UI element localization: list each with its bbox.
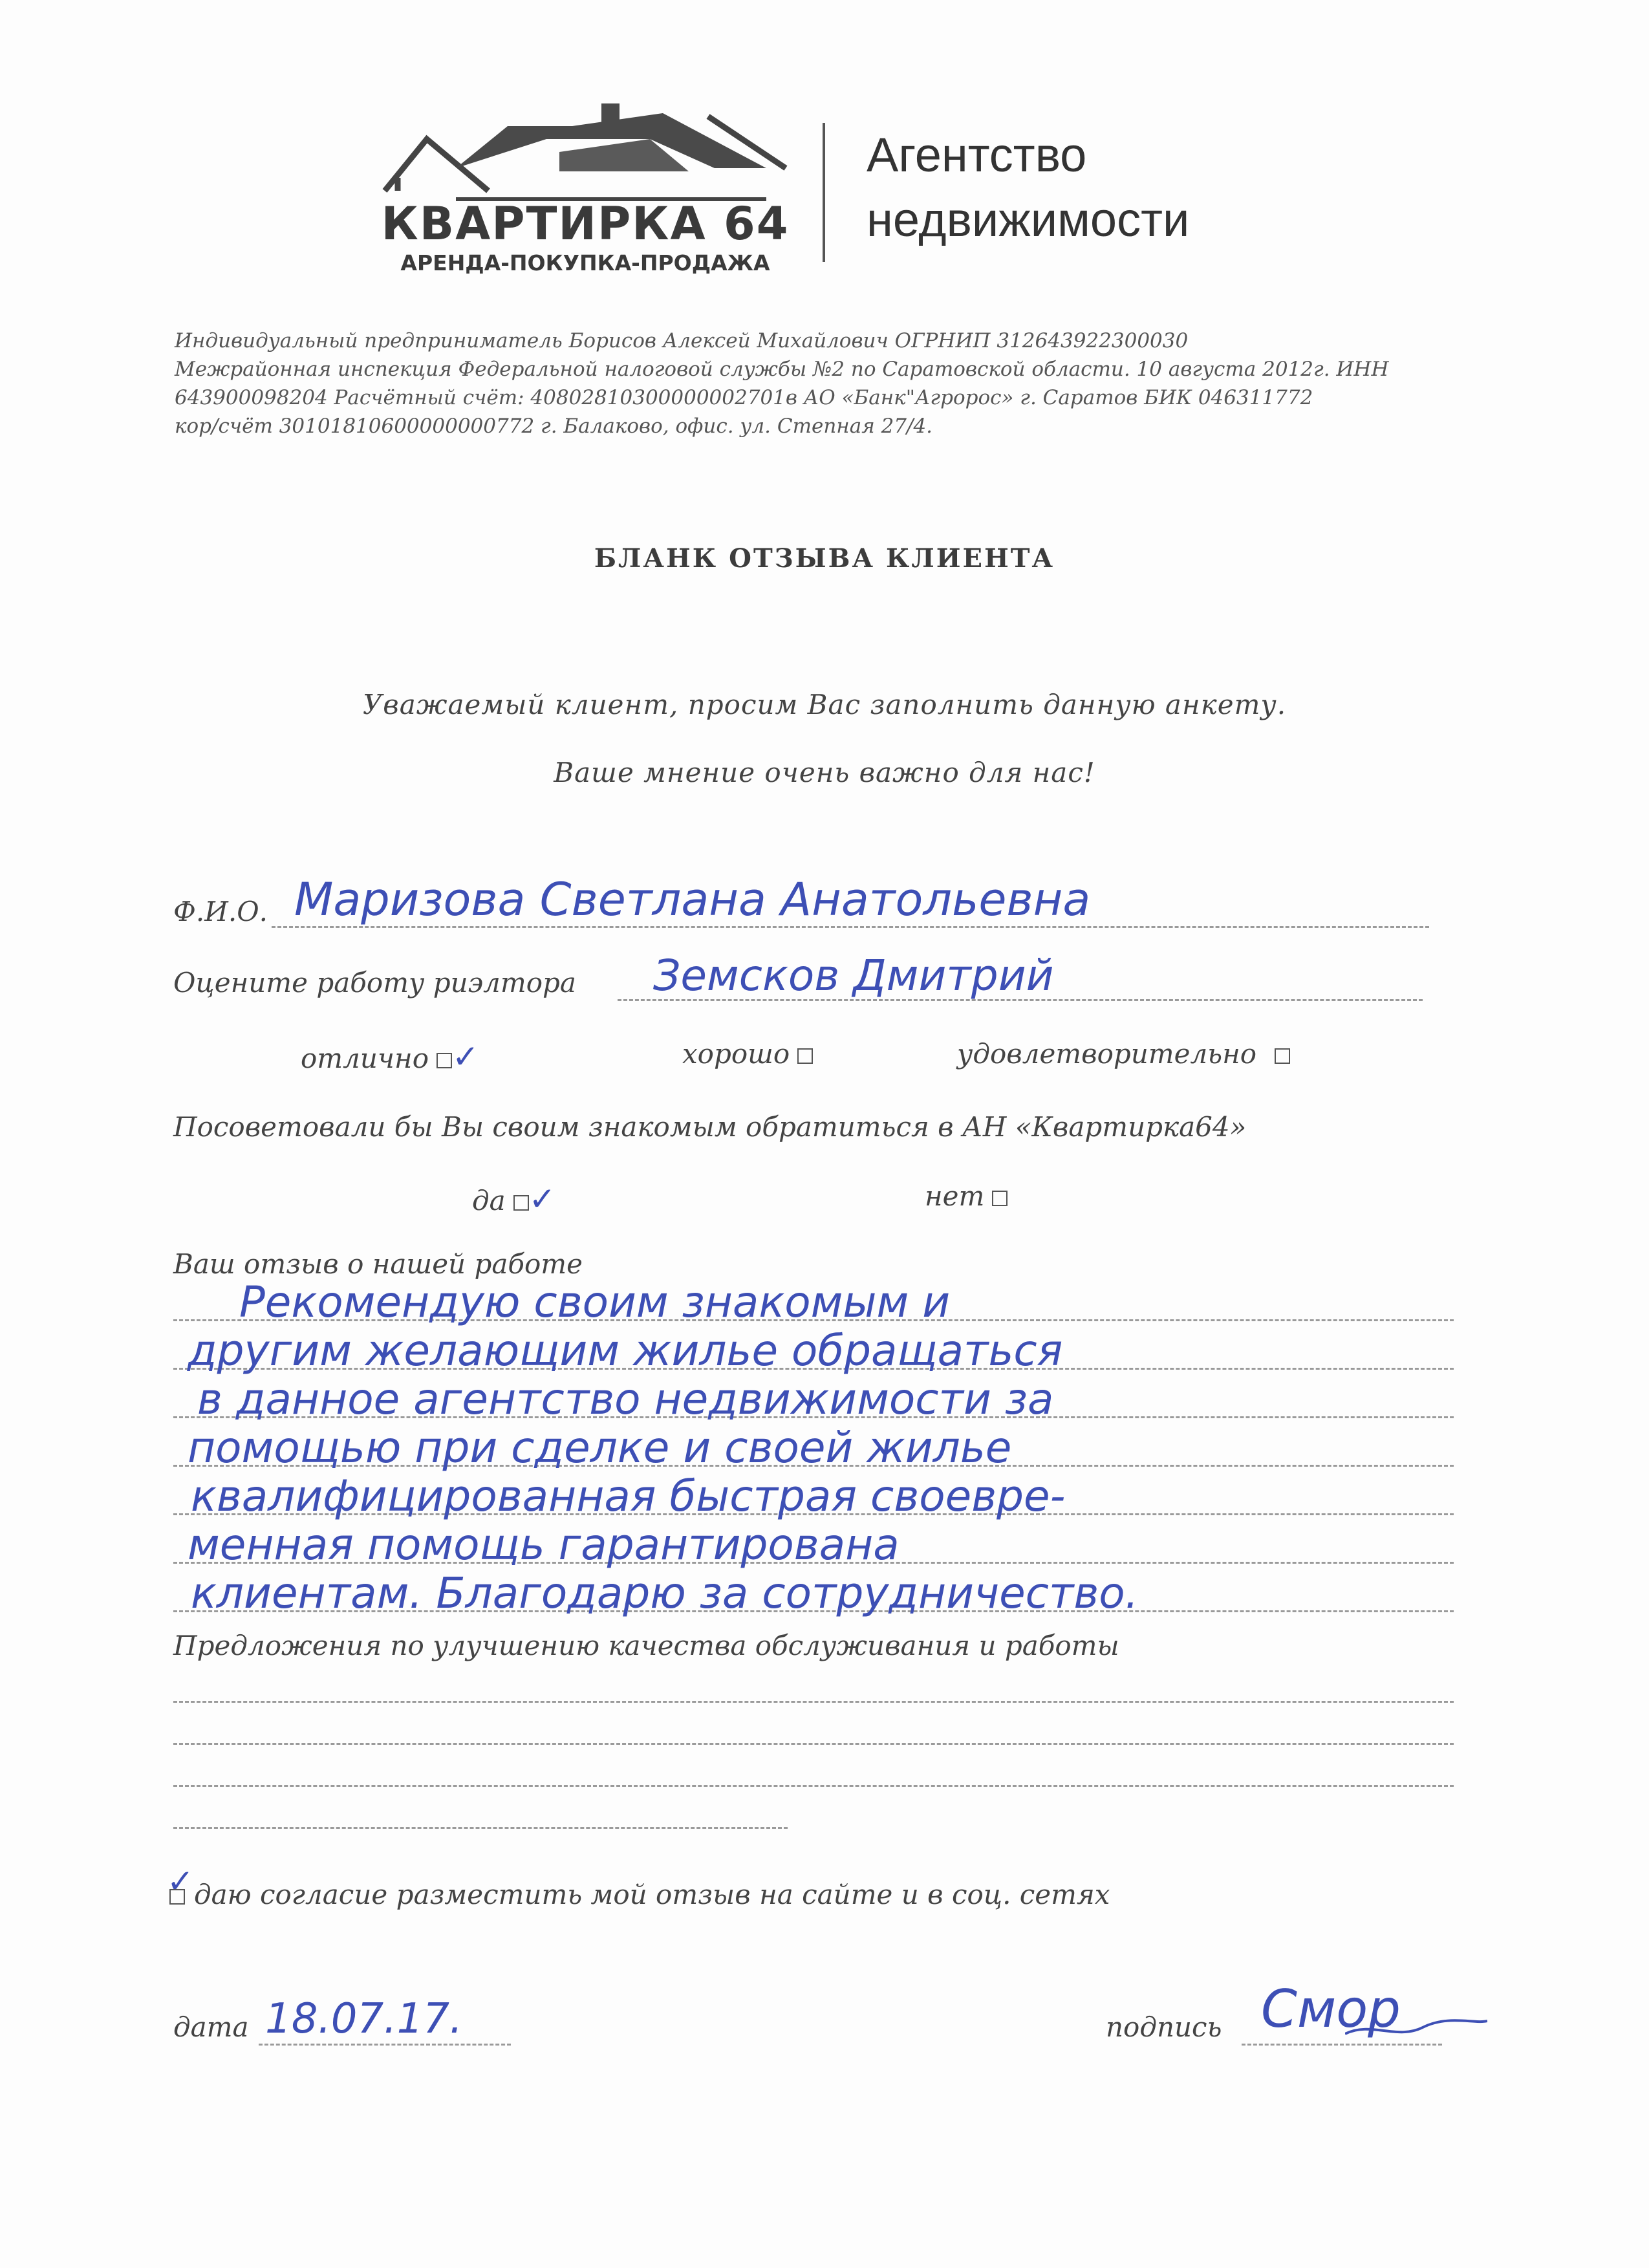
recommend-no[interactable]	[925, 1180, 1008, 1212]
rating-good-label: хорошо	[682, 1038, 790, 1070]
legal-line: кор/счёт 30101810600000000772 г. Балаково, офис. ул. Степная 27/4.	[175, 415, 933, 438]
greeting-line1: Уважаемый клиент, просим Вас заполнить данную анкету.	[362, 689, 1287, 720]
recommend-yes-checkbox[interactable]	[513, 1195, 529, 1211]
rating-satisfactory-checkbox[interactable]	[1275, 1048, 1290, 1064]
rating-excellent-checkbox[interactable]	[436, 1053, 452, 1068]
rating-good-checkbox[interactable]	[797, 1048, 813, 1064]
review-text-line[interactable]: Рекомендую своим знакомым и	[239, 1277, 951, 1327]
realtor-label: Оцените работу риэлтора	[173, 967, 576, 999]
rating-excellent-label: отлично	[301, 1042, 429, 1074]
legal-line: 643900098204 Расчётный счёт: 40802810300000002701в АО «Банк"Агророс» г. Саратов БИК 046311772	[175, 386, 1313, 409]
recommend-yes[interactable]	[472, 1180, 556, 1218]
recommend-yes-label: да	[472, 1185, 506, 1216]
recommend-no-checkbox[interactable]	[992, 1191, 1008, 1206]
suggestions-line[interactable]	[173, 1743, 1454, 1745]
legal-line: Индивидуальный предприниматель Борисов Алексей Михайлович ОГРНИП 312643922300030	[175, 329, 1189, 352]
agency-line2: недвижимости	[867, 193, 1190, 246]
review-text-line[interactable]: в данное агентство недвижимости за	[197, 1374, 1054, 1424]
review-text-line[interactable]: менная помощь гарантирована	[188, 1520, 900, 1570]
agency-line1: Агентство	[867, 128, 1087, 182]
agency-title	[867, 123, 1189, 252]
suggestions-label: Предложения по улучшению качества обслуживания и работы	[173, 1630, 1119, 1661]
suggestions-line[interactable]	[173, 1701, 1454, 1703]
rating-excellent[interactable]	[301, 1038, 479, 1075]
realtor-value[interactable]: Земсков Дмитрий	[653, 951, 1054, 1000]
house-roof-icon	[378, 100, 792, 204]
review-text-line[interactable]: другим желающим жилье обращаться	[188, 1326, 1063, 1376]
signature-label: подпись	[1106, 2011, 1222, 2043]
checkmark-icon: ✓	[451, 1038, 479, 1075]
greeting-line2: Ваше мнение очень важно для нас!	[554, 757, 1095, 788]
date-value[interactable]: 18.07.17.	[265, 1995, 463, 2043]
signature-text: Смор	[1261, 1979, 1401, 2039]
legal-info	[175, 327, 1478, 440]
review-label: Ваш отзыв о нашей работе	[173, 1248, 583, 1280]
form-title: БЛАНК ОТЗЫВА КЛИЕНТА	[594, 543, 1055, 574]
suggestions-line[interactable]	[173, 1785, 1454, 1787]
rating-satisfactory-label: удовлетворительно	[957, 1038, 1257, 1070]
rating-satisfactory[interactable]	[957, 1038, 1290, 1070]
logo-tagline: АРЕНДА-ПОКУПКА-ПРОДАЖА	[400, 250, 770, 275]
company-logo	[378, 100, 792, 285]
signature	[1261, 1979, 1401, 2039]
header-divider	[823, 123, 825, 262]
checkmark-icon: ✓	[528, 1180, 556, 1218]
fio-value[interactable]: Маризова Светлана Анатольевна	[294, 873, 1091, 926]
recommend-no-label: нет	[925, 1180, 985, 1212]
date-label: дата	[173, 2011, 249, 2043]
fio-label: Ф.И.О.	[173, 896, 268, 927]
review-text-line[interactable]: квалифицированная быстрая своевре-	[191, 1471, 1066, 1521]
date-line	[259, 2044, 511, 2046]
legal-line: Межрайонная инспекция Федеральной налоговой службы №2 по Саратовской области. 10 августа 2012г. ИНН	[175, 358, 1389, 381]
logo-name: КВАРТИРКА 64	[381, 197, 790, 250]
suggestions-line[interactable]	[173, 1827, 788, 1829]
recommend-question: Посоветовали бы Вы своим знакомым обратиться в АН «Квартирка64»	[173, 1111, 1247, 1143]
consent-row[interactable]	[169, 1879, 1110, 1910]
consent-label: даю согласие разместить мой отзыв на сайте и в соц. сетях	[194, 1879, 1110, 1910]
fio-line	[272, 926, 1429, 928]
review-text-line[interactable]: клиентам. Благодарю за сотрудничество.	[191, 1568, 1139, 1618]
checkmark-icon: ✓	[167, 1863, 194, 1900]
rating-good[interactable]	[682, 1038, 813, 1070]
signature-flourish	[1345, 2008, 1487, 2047]
review-text-line[interactable]: помощью при сделке и своей жилье	[188, 1423, 1012, 1473]
